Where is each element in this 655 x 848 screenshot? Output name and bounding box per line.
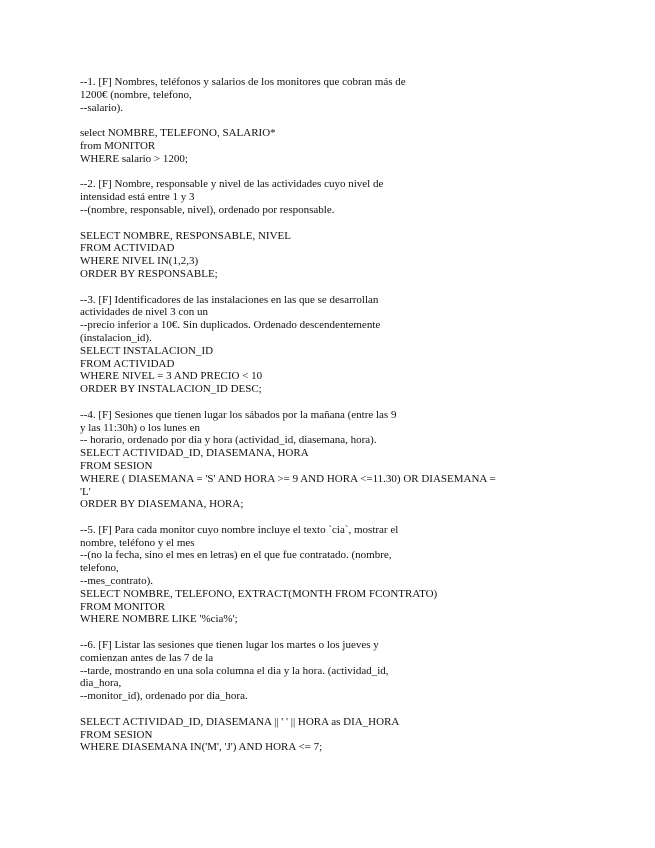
text-line: --precio inferior a 10€. Sin duplicados. Ordenado descendentemente xyxy=(80,319,381,332)
text-line: SELECT NOMBRE, TELEFONO, EXTRACT(MONTH FROM FCONTRATO) xyxy=(80,587,438,600)
text-line: FROM MONITOR xyxy=(80,600,166,613)
text-line: y las 11:30h) o los lunes en xyxy=(80,421,200,434)
text-line: WHERE salario > 1200; xyxy=(80,152,188,165)
sql-exercise-text xyxy=(80,76,585,754)
blank-line xyxy=(80,166,585,179)
text-line: 'L' xyxy=(80,485,91,498)
blank-line xyxy=(80,217,585,230)
text-line: --salario). xyxy=(80,101,124,114)
text-line: --5. [F] Para cada monitor cuyo nombre incluye el texto `cia`, mostrar el xyxy=(80,523,399,536)
text-line: --2. [F] Nombre, responsable y nivel de las actividades cuyo nivel de xyxy=(80,178,384,191)
text-line: select NOMBRE, TELEFONO, SALARIO* xyxy=(80,127,276,140)
blank-line xyxy=(80,511,585,524)
blank-line xyxy=(80,114,585,127)
text-line: FROM ACTIVIDAD xyxy=(80,357,175,370)
text-line: SELECT ACTIVIDAD_ID, DIASEMANA || ' ' || HORA as DIA_HORA xyxy=(80,715,400,728)
text-line: intensidad está entre 1 y 3 xyxy=(80,191,195,204)
text-line: --3. [F] Identificadores de las instalaciones en las que se desarrollan xyxy=(80,293,379,306)
text-line: WHERE ( DIASEMANA = 'S' AND HORA >= 9 AND HORA <=11.30) OR DIASEMANA = xyxy=(80,472,496,485)
text-line: (instalacion_id). xyxy=(80,331,152,344)
text-line: FROM SESION xyxy=(80,728,153,741)
blank-line xyxy=(80,396,585,409)
text-line: comienzan antes de las 7 de la xyxy=(80,651,214,664)
text-line: --(no la fecha, sino el mes en letras) en el que fue contratado. (nombre, xyxy=(80,549,392,562)
text-line: WHERE NOMBRE LIKE '%cia%'; xyxy=(80,613,238,626)
text-line: --(nombre, responsable, nivel), ordenado por responsable. xyxy=(80,203,335,216)
text-line: 1200€ (nombre, telefono, xyxy=(80,88,192,101)
text-line: SELECT INSTALACION_ID xyxy=(80,344,214,357)
text-line: SELECT ACTIVIDAD_ID, DIASEMANA, HORA xyxy=(80,447,309,460)
text-line: FROM SESION xyxy=(80,459,153,472)
text-line: --1. [F] Nombres, teléfonos y salarios de los monitores que cobran más de xyxy=(80,76,406,88)
text-line: from MONITOR xyxy=(80,139,156,152)
text-line: --6. [F] Listar las sesiones que tienen lugar los martes o los jueves y xyxy=(80,639,379,652)
text-line: WHERE NIVEL = 3 AND PRECIO < 10 xyxy=(80,370,263,383)
text-line: WHERE DIASEMANA IN('M', 'J') AND HORA <= 7; xyxy=(80,741,323,754)
text-line: ORDER BY INSTALACION_ID DESC; xyxy=(80,383,262,396)
text-line: --mes_contrato). xyxy=(80,575,153,588)
text-line: nombre, teléfono y el mes xyxy=(80,536,195,549)
text-line: -- horario, ordenado por dia y hora (actividad_id, diasemana, hora). xyxy=(80,434,377,447)
text-line: actividades de nivel 3 con un xyxy=(80,306,208,319)
text-line: --4. [F] Sesiones que tienen lugar los sábados por la mañana (entre las 9 xyxy=(80,408,397,421)
text-line: ORDER BY DIASEMANA, HORA; xyxy=(80,498,244,511)
text-line: --tarde, mostrando en una sola columna el dia y la hora. (actividad_id, xyxy=(80,664,389,677)
text-line: FROM ACTIVIDAD xyxy=(80,242,175,255)
blank-line xyxy=(80,703,585,716)
blank-line xyxy=(80,626,585,639)
blank-line xyxy=(80,281,585,294)
text-line: dia_hora, xyxy=(80,677,122,690)
text-line: ORDER BY RESPONSABLE; xyxy=(80,267,218,280)
text-line: --monitor_id), ordenado por dia_hora. xyxy=(80,690,248,703)
text-line: SELECT NOMBRE, RESPONSABLE, NIVEL xyxy=(80,229,291,242)
text-line: telefono, xyxy=(80,562,119,575)
text-line: WHERE NIVEL IN(1,2,3) xyxy=(80,255,199,268)
